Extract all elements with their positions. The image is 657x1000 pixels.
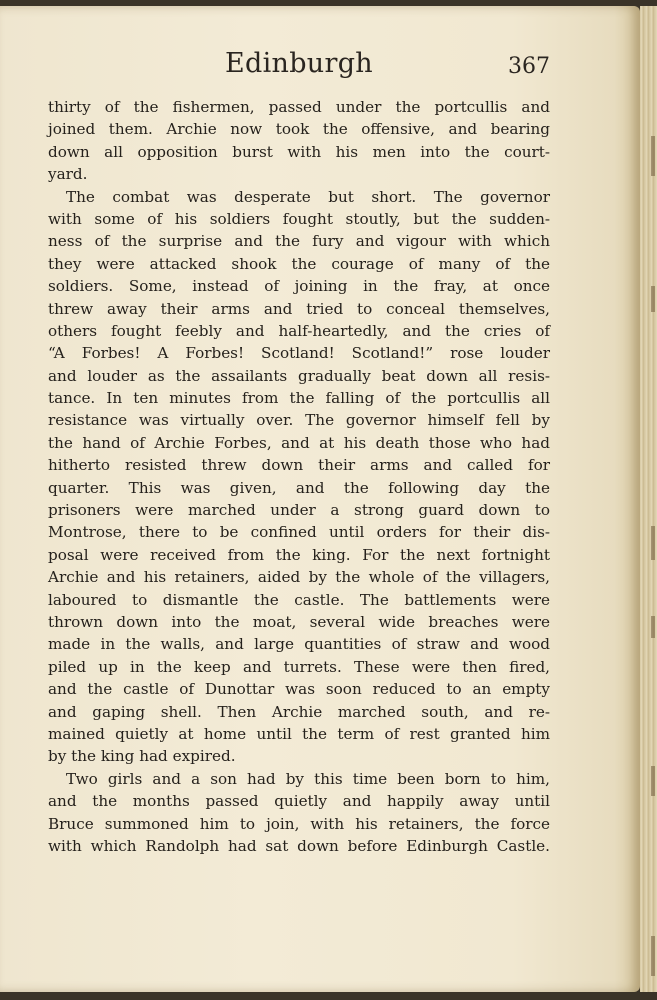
text-line: posal were received from the king. For the next fortnight: [48, 545, 550, 564]
text-line: they were attacked shook the courage of many of the: [48, 254, 550, 273]
text-line: joined them. Archie now took the offensive, and bearing: [48, 120, 550, 139]
text-line: Montrose, there to be confined until orders for their dis-: [48, 523, 550, 542]
text-line: Bruce summoned him to join, with his retainers, the force: [48, 814, 550, 833]
text-line: piled up in the keep and turrets. These were then fired,: [48, 657, 550, 676]
body-text: [48, 96, 550, 857]
page-edge-wear: [651, 286, 655, 312]
running-head: [48, 48, 550, 88]
text-line: tance. In ten minutes from the falling of the portcullis all: [48, 389, 550, 408]
text-line: thirty of the fishermen, passed under the portcullis and: [48, 98, 550, 116]
text-line: “A Forbes! A Forbes! Scotland! Scotland!” rose louder: [48, 344, 550, 363]
text-line: laboured to dismantle the castle. The battlements were: [48, 590, 550, 609]
text-line: prisoners were marched under a strong guard down to: [48, 501, 550, 520]
text-line: Archie and his retainers, aided by the whole of the villagers,: [48, 568, 550, 587]
text-line: resistance was virtually over. The governor himself fell by: [48, 411, 550, 430]
page-edge-wear: [651, 766, 655, 796]
text-line: thrown down into the moat, several wide breaches were: [48, 612, 550, 631]
page-edge-wear: [651, 136, 655, 176]
text-line: threw away their arms and tried to conceal themselves,: [48, 299, 550, 318]
text-line: yard.: [48, 165, 88, 184]
page-edge: [640, 6, 657, 992]
text-line: hitherto resisted threw down their arms and called for: [48, 456, 550, 475]
text-line: quarter. This was given, and the following day the: [48, 478, 550, 497]
page-title: Edinburgh: [225, 48, 373, 79]
text-line: the hand of Archie Forbes, and at his death those who had: [48, 433, 550, 452]
text-line: by the king had expired.: [48, 747, 236, 766]
text-line: mained quietly at home until the term of rest granted him: [48, 724, 550, 743]
page-edge-wear: [651, 526, 655, 560]
text-line: down all opposition burst with his men into the court-: [48, 142, 550, 161]
text-line: and the castle of Dunottar was soon reduced to an empty: [48, 680, 550, 699]
text-line: and gaping shell. Then Archie marched south, and re-: [48, 702, 550, 721]
text-line: The combat was desperate but short. The governor: [66, 187, 550, 206]
page-number: 367: [508, 54, 550, 79]
text-line: with some of his soldiers fought stoutly, but the sudden-: [48, 209, 550, 228]
page-edge-wear: [651, 936, 655, 976]
text-line: ness of the surprise and the fury and vigour with which: [48, 232, 550, 251]
page-edge-wear: [651, 616, 655, 638]
text-line: and louder as the assailants gradually beat down all resis-: [48, 366, 550, 385]
text-line: and the months passed quietly and happily away until: [48, 792, 550, 811]
text-line: soldiers. Some, instead of joining in the fray, at once: [48, 277, 550, 296]
text-line: Two girls and a son had by this time been born to him,: [66, 769, 550, 788]
text-line: others fought feebly and half-heartedly, and the cries of: [48, 321, 550, 340]
text-line: made in the walls, and large quantities of straw and wood: [48, 635, 550, 654]
text-line: with which Randolph had sat down before Edinburgh Castle.: [48, 836, 550, 855]
